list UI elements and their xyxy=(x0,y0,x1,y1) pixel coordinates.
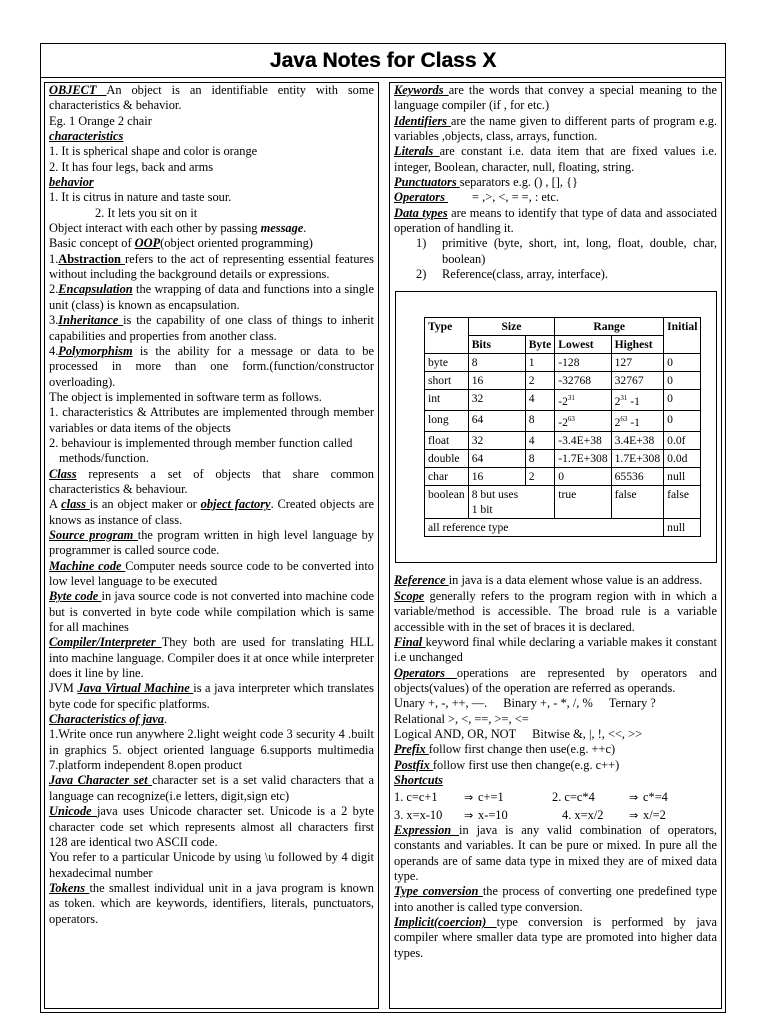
text: (object oriented programming) xyxy=(160,236,313,251)
cell: null xyxy=(664,468,701,486)
table-row xyxy=(425,486,701,519)
identifiers-def xyxy=(394,114,717,145)
cell: 16 xyxy=(468,372,525,390)
text: Ternary ? xyxy=(608,696,656,711)
term: Java Virtual Machine xyxy=(77,681,194,696)
oop-text xyxy=(49,236,374,251)
text: = ,>, <, = =, : etc. xyxy=(472,190,559,205)
term: Identifiers xyxy=(394,113,451,128)
ops-def xyxy=(394,666,717,697)
page-title: Java Notes for Class X xyxy=(41,44,725,78)
reference-def xyxy=(394,573,717,588)
cell: float xyxy=(425,432,469,450)
text: primitive (byte, short, int, long, float, double, char, boolean) xyxy=(442,236,717,266)
cell: -1.7E+308 xyxy=(555,450,611,468)
term: Expression xyxy=(394,822,460,837)
cell: char xyxy=(425,468,469,486)
text: . xyxy=(303,221,307,236)
term: Reference xyxy=(394,573,449,588)
text: . Created objects are knows as instance of class. xyxy=(49,497,374,527)
term: class xyxy=(61,497,90,512)
term: Prefix xyxy=(394,742,429,757)
left-column xyxy=(44,82,379,1009)
text: -2 xyxy=(558,416,568,430)
text: -2 xyxy=(558,395,568,409)
impl-item-cont: methods/function. xyxy=(59,451,149,466)
text: type conversion is performed by java compiler where smaller data type are promoted into higher data types. xyxy=(394,915,717,960)
text: An object is an identifiable entity with some characteristics & behavior. xyxy=(49,83,374,113)
coj-text: 1.Write once run anywhere 2.light weight code 3 security 4 .built in graphics 5. object oriented language 6.supports multimedia 7.platform independent 8.open product xyxy=(49,727,374,773)
arrow-icon: ⇒ xyxy=(464,791,474,805)
text: the wrapping of data and functions into a single unit (class) is known as encapsulation. xyxy=(49,282,374,312)
header-range: Range xyxy=(555,318,664,336)
term: Final xyxy=(394,634,426,649)
inheritance-def xyxy=(49,313,374,344)
term: Class xyxy=(49,466,77,481)
impl-item: 1. characteristics & Attributes are implemented through member variables or data items of the objects xyxy=(49,405,374,435)
char-item: 1. It is spherical shape and color is orange xyxy=(49,144,258,159)
text: They both are used for translating HLL into machine language. Compiler does it at once while interpreter does it line by line. xyxy=(49,635,374,681)
header-bits: Bits xyxy=(468,336,525,354)
cell: 0.0f xyxy=(664,432,701,450)
text: generally refers to the program region with in which a variable/method is accessible. The broad rule is a variable accessible with in the set of braces it is declared. xyxy=(394,588,717,634)
term: OOP xyxy=(134,236,161,251)
typeconv-def xyxy=(394,884,717,915)
cell: 8 xyxy=(525,411,555,432)
text: are the name given to different parts of program e.g. variables ,objects, class, arrays, function. xyxy=(394,113,718,144)
shortcut-row xyxy=(394,790,717,805)
text: in java is a data element whose value is an address. xyxy=(448,573,703,588)
table-row xyxy=(425,432,701,450)
text: the smallest individual unit in a java program is known as token. which are keywords, identifiers, literals, punctuators, operators. xyxy=(49,880,374,926)
ops-relational: Relational >, <, ==, >=, <= xyxy=(394,711,529,726)
tokens-def xyxy=(49,881,374,927)
text: 1. c=c+1 xyxy=(394,790,438,805)
num: 2. xyxy=(49,282,59,297)
term: Implicit(coercion) xyxy=(394,915,497,930)
interact-text xyxy=(49,221,374,236)
table-row xyxy=(425,372,701,390)
datatype-table-box xyxy=(395,291,717,563)
punctuators-def xyxy=(394,175,717,190)
text: Computer needs source code to be converted into low level language to be executed xyxy=(49,558,374,588)
text: 3. x=x-10 xyxy=(394,807,443,822)
operators-def xyxy=(394,190,717,205)
cell: double xyxy=(425,450,469,468)
header-type: Type xyxy=(425,318,469,354)
impl-item: 2. behaviour is implemented through member function called xyxy=(49,435,353,450)
cell: 1.7E+308 xyxy=(611,450,664,468)
cell: -32768 xyxy=(555,372,611,390)
cell: long xyxy=(425,411,469,432)
text: is the ability for a message or data to be processed in more than one form.(function/constructor overloading). xyxy=(49,343,374,389)
exponent: 31 xyxy=(620,394,628,403)
text: Logical AND, OR, NOT xyxy=(394,726,517,741)
text: is a java interpreter which translates byte code for specific platforms. xyxy=(49,681,374,711)
table-row xyxy=(425,354,701,372)
cell: 1 xyxy=(525,354,555,372)
num: 1) xyxy=(416,236,427,251)
term: Punctuators xyxy=(394,175,460,190)
text: 2 xyxy=(614,416,621,430)
machine-def xyxy=(49,559,374,590)
text: x-=10 xyxy=(478,807,508,822)
term: message xyxy=(260,221,304,236)
arrow-icon: ⇒ xyxy=(629,791,639,805)
text: 1 bit xyxy=(471,503,493,517)
text: are means to identify that type of data and associated operation of handling it. xyxy=(394,205,717,236)
header-highest: Highest xyxy=(611,336,664,354)
cell: 0 xyxy=(664,411,701,432)
text: are constant i.e. data item that are fixed values i.e. integer, Boolean, character, null, floating, string. xyxy=(394,144,717,174)
term: OBJECT xyxy=(49,83,107,97)
cell: byte xyxy=(425,354,469,372)
text: Unary +, -, ++, —. xyxy=(394,696,488,711)
header-lowest: Lowest xyxy=(555,336,611,354)
keywords-def xyxy=(394,83,717,114)
cell xyxy=(555,411,611,432)
table-row xyxy=(425,519,701,537)
text: is an object maker or xyxy=(89,497,201,512)
header-initial: Initial xyxy=(664,318,701,354)
literals-def xyxy=(394,144,717,175)
exponent: 63 xyxy=(567,415,575,424)
charset-def xyxy=(49,773,374,804)
prefix-def xyxy=(394,742,717,757)
text: Reference(class, array, interface). xyxy=(442,267,609,282)
cell xyxy=(468,486,555,519)
text: java uses Unicode character set. Unicode is a 2 byte character code set which represents almost all characters first 128 are identical two ASCII code. xyxy=(49,804,374,849)
implicit-def xyxy=(394,915,717,961)
text: in java source code is not converted into machine code but is converted in byte code while compilation which is same for all machines xyxy=(49,589,374,635)
term: Inheritance xyxy=(58,313,124,328)
behavior-item: 2. It lets you sit on it xyxy=(95,205,198,220)
ops-logical xyxy=(394,727,717,742)
term: Literals xyxy=(394,144,440,159)
cell: 32 xyxy=(468,390,525,411)
cell: false xyxy=(664,486,701,519)
cell xyxy=(611,411,664,432)
text: -1 xyxy=(627,416,640,430)
impl-text: The object is implemented in software term as follows. xyxy=(49,389,322,404)
text: operations are represented by operators and objects(values) of the operation are referred as operands. xyxy=(394,665,717,695)
exponent: 31 xyxy=(567,394,575,403)
table-header-row xyxy=(425,318,701,336)
cell: -128 xyxy=(555,354,611,372)
right-column xyxy=(389,82,722,1009)
term: Operators xyxy=(394,190,449,205)
term: Source program xyxy=(49,527,138,542)
term: behavior xyxy=(49,175,94,190)
arrow-icon: ⇒ xyxy=(629,808,639,822)
cell xyxy=(555,390,611,411)
text: Binary +, - *, /, % xyxy=(503,696,593,711)
table-row xyxy=(425,390,701,411)
scope-def xyxy=(394,589,717,635)
text: -1 xyxy=(627,395,640,409)
characteristics-heading xyxy=(49,129,374,144)
behavior-heading xyxy=(49,175,374,190)
coj-heading xyxy=(49,712,374,727)
behavior-item: 1. It is citrus in nature and taste sour. xyxy=(49,190,232,205)
cell: 0 xyxy=(555,468,611,486)
term: Characteristics of java xyxy=(49,712,164,727)
shortcut-row xyxy=(394,808,717,823)
num: 2) xyxy=(416,267,427,282)
term: Data types xyxy=(394,205,448,220)
text: keyword final while declaring a variable makes it constant i.e unchanged xyxy=(394,634,717,665)
datatype-item xyxy=(394,267,717,282)
bytecode-def xyxy=(49,589,374,635)
polymorphism-def xyxy=(49,344,374,390)
text: in java is any valid combination of operators, constants and variables. It can be pure or mixed. In pure all the operands are of same data type in mixed they are of mixed data type. xyxy=(394,822,717,883)
cell: false xyxy=(611,486,664,519)
cell: 0.0d xyxy=(664,450,701,468)
cell: 64 xyxy=(468,450,525,468)
cell: true xyxy=(555,486,611,519)
object-def xyxy=(49,83,374,114)
class-factory xyxy=(49,497,374,528)
cell: 8 xyxy=(468,354,525,372)
cell: 0 xyxy=(664,372,701,390)
char-item: 2. It has four legs, back and arms xyxy=(49,159,214,174)
cell: 0 xyxy=(664,390,701,411)
cell: boolean xyxy=(425,486,469,519)
text: refers to the act of representing essential features without including the background details or expressions. xyxy=(49,251,374,282)
text: are the words that convey a special meaning to the language compiler (if , for etc.) xyxy=(394,83,717,113)
cell: 32767 xyxy=(611,372,664,390)
text: Basic concept of xyxy=(49,236,135,251)
text: follow first use then change(e.g. c++) xyxy=(432,757,620,772)
jvm-def xyxy=(49,681,374,712)
header-byte: Byte xyxy=(525,336,555,354)
cell: 127 xyxy=(611,354,664,372)
term: Tokens xyxy=(49,880,90,895)
cell: 2 xyxy=(525,468,555,486)
cell: 4 xyxy=(525,432,555,450)
cell: 3.4E+38 xyxy=(611,432,664,450)
datatypes-def xyxy=(394,206,717,237)
text: 2. c=c*4 xyxy=(552,790,595,805)
term: Shortcuts xyxy=(394,772,443,787)
shortcuts-heading xyxy=(394,773,717,788)
cell: 8 xyxy=(525,450,555,468)
unicode-ref: You refer to a particular Unicode by using \u followed by 4 digit hexadecimal number xyxy=(49,850,374,880)
term: Encapsulation xyxy=(58,282,133,297)
term: Keywords xyxy=(394,83,449,97)
cell: int xyxy=(425,390,469,411)
text: Object interact with each other by passing xyxy=(49,221,261,236)
cell xyxy=(611,390,664,411)
term: Machine code xyxy=(49,558,126,573)
term: Unicode xyxy=(49,804,97,819)
arrow-icon: ⇒ xyxy=(464,808,474,822)
num: 4. xyxy=(49,343,59,358)
text: A xyxy=(49,497,62,512)
num: 1. xyxy=(49,251,59,266)
text: x/=2 xyxy=(643,807,666,822)
unicode-def xyxy=(49,804,374,850)
object-example: Eg. 1 Orange 2 chair xyxy=(49,113,152,128)
term: Type conversion xyxy=(394,884,483,899)
text: separators e.g. () , [], {} xyxy=(459,175,578,190)
term: Polymorphism xyxy=(58,343,133,358)
text: character set is a set valid characters that a language can recognize(i.e letters, digit,sign etc) xyxy=(49,773,374,803)
term: Compiler/Interpreter xyxy=(49,635,162,650)
cell: 4 xyxy=(525,390,555,411)
class-def xyxy=(49,467,374,498)
cell: 32 xyxy=(468,432,525,450)
text: the process of converting one predefined type into another is called type conversion. xyxy=(394,884,717,914)
term: Postfix xyxy=(394,757,433,772)
text: JVM xyxy=(49,681,78,696)
cell: 0 xyxy=(664,354,701,372)
cell: -3.4E+38 xyxy=(555,432,611,450)
cell: 65536 xyxy=(611,468,664,486)
exponent: 63 xyxy=(620,415,628,424)
text: c*=4 xyxy=(643,790,668,805)
cell: short xyxy=(425,372,469,390)
term: object factory xyxy=(200,497,271,512)
term: Scope xyxy=(394,588,425,603)
abstraction-def xyxy=(49,252,374,283)
table-row xyxy=(425,411,701,432)
term: Byte code xyxy=(49,589,102,604)
text: represents a set of objects that share common characteristics & behaviour. xyxy=(49,466,374,496)
num: 3. xyxy=(49,313,59,328)
text: is the capability of one class of things to inherit capabilities and properties from another class. xyxy=(49,313,374,343)
text: the program written in high level language by programmer is called source code. xyxy=(49,527,374,558)
header-size: Size xyxy=(468,318,555,336)
cell: all reference type xyxy=(425,519,664,537)
text: 4. x=x/2 xyxy=(562,807,604,822)
source-def xyxy=(49,528,374,559)
text: 2 xyxy=(614,395,621,409)
table-row xyxy=(425,450,701,468)
term: Abstraction xyxy=(58,251,125,266)
term: characteristics xyxy=(49,129,124,144)
text: c+=1 xyxy=(478,790,504,805)
cell: 2 xyxy=(525,372,555,390)
datatype-item xyxy=(394,236,717,267)
term: Java Character set xyxy=(49,773,153,788)
text: follow first change then use(e.g. ++c) xyxy=(428,742,616,757)
encapsulation-def xyxy=(49,282,374,313)
compiler-def xyxy=(49,635,374,681)
postfix-def xyxy=(394,758,717,773)
text: . xyxy=(163,712,168,727)
term: Operators xyxy=(394,665,457,680)
cell: null xyxy=(664,519,701,537)
expression-def xyxy=(394,823,717,884)
table-row xyxy=(425,468,701,486)
ops-unary-binary xyxy=(394,696,717,711)
cell: 16 xyxy=(468,468,525,486)
text: 8 but uses xyxy=(471,488,519,502)
text: Bitwise &, |, !, <<, >> xyxy=(532,726,643,741)
cell: 64 xyxy=(468,411,525,432)
notes-sheet xyxy=(40,43,726,1013)
final-def xyxy=(394,635,717,666)
datatype-table xyxy=(424,317,701,537)
